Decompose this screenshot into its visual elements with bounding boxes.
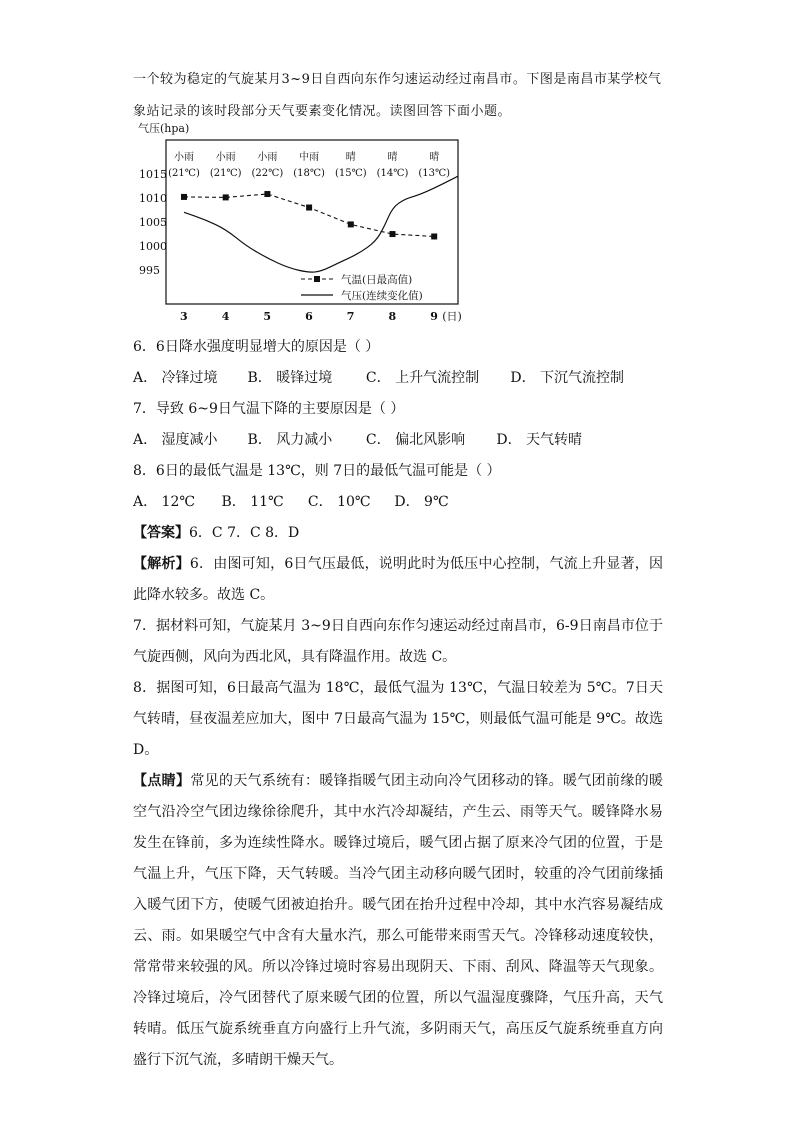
q6-option-b: B． 暖锋过境: [247, 370, 333, 386]
weather-label: 晴: [345, 152, 356, 163]
x-tick-label: 9: [430, 310, 438, 323]
y-tick-label: 1005: [139, 216, 167, 229]
analysis-7: 7．据材料可知，气旋某月 3~9日自西向东作匀速运动经过南昌市，6-9日南昌市位于气旋西侧，风向为西北风，具有降温作用。故选 C。: [133, 618, 663, 665]
x-tick-label: 6: [305, 310, 313, 323]
temperature-label: (22℃): [251, 168, 284, 179]
y-tick-label: 1010: [139, 191, 167, 205]
q6-option-d: D． 下沉气流控制: [510, 370, 625, 386]
answer-text: 6．C 7．C 8．D: [189, 525, 300, 541]
temperature-label: (13℃): [418, 168, 451, 179]
tip-label: 【点睛】: [133, 773, 191, 789]
question-7-stem: 7．导致 6~9日气温下降的主要原因是（ ）: [133, 401, 405, 417]
y-tick-label: 1000: [139, 240, 167, 254]
temperature-series-line: [184, 194, 434, 236]
temperature-point: [306, 205, 312, 211]
temperature-label: (15℃): [334, 168, 367, 179]
weather-label: 中雨: [299, 152, 320, 163]
weather-label: 小雨: [174, 152, 194, 163]
weather-label: 小雨: [257, 152, 278, 163]
analysis-6: 6．由图可知，6日气压最低，说明此时为低压中心控制，气流上升显著，因此降水较多。故选 C。: [133, 556, 664, 603]
y-axis-label: 气压(hpa): [138, 122, 190, 135]
q7-option-b: B． 风力减小: [247, 432, 333, 448]
question-6-options: [133, 368, 624, 388]
x-tick-label: 8: [388, 310, 397, 323]
intro-paragraph: 一个较为稳定的气旋某月3~9日自西向东作匀速运动经过南昌市。下图是南昌市某学校气象站记录的该时段部分天气要素变化情况。读图回答下面小题。: [133, 72, 662, 119]
x-tick-label: 4: [221, 310, 230, 323]
weather-chart: [136, 118, 476, 328]
temperature-point: [264, 191, 270, 197]
legend-pressure-label: 气压(连续变化值): [341, 290, 423, 302]
q7-option-d: D． 天气转晴: [496, 432, 583, 448]
question-7-options: [133, 430, 582, 450]
answer-line: [133, 523, 299, 543]
question-8-stem: 8．6日的最低气温是 13℃，则 7日的最低气温可能是（ ）: [133, 463, 501, 479]
x-tick-label: 7: [346, 310, 355, 323]
weather-label: 晴: [387, 152, 398, 163]
tip-text: 常见的天气系统有：暖锋指暖气团主动向冷气团移动的锋。暖气团前缘的暖空气沿冷空气团边缘徐徐爬升，其中水汽冷却凝结，产生云、雨等天气。暖锋降水易发生在锋前，多为连续性降水。暖锋过境后，暖气团占据了原来冷气团的位置，于是气温上升，气压下降，天气转暖。当冷气团主动移向暖气团时，较重的冷气团前缘插入暖气团下方，使暖气团被迫抬升。暖气团在抬升过程中冷却，其中水汽容易凝结成云、雨。如果暖空气中含有大量水汽，那么可能带来雨雪天气。冷锋移动速度较快，常常带来较强的风。所以冷锋过境时容易出现阴天、下雨、刮风、降温等天气现象。冷锋过境后，冷气团替代了原来暖气团的位置，所以气温湿度骤降，气压升高，天气转晴。低压气旋系统垂直方向盛行上升气流，多阴雨天气，高压反气旋系统垂直方向盛行下沉气流，多晴朗干燥天气。: [133, 773, 664, 1068]
temperature-point: [181, 194, 187, 200]
q7-option-c: C． 偏北风影响: [365, 432, 466, 448]
temperature-label: (21℃): [168, 168, 200, 179]
weather-label: 晴: [429, 152, 440, 163]
question-6-stem: 6．6日降水强度明显增大的原因是（ ）: [133, 339, 380, 355]
y-tick-label: 1015: [139, 167, 167, 181]
q7-option-a: A． 湿度减小: [133, 432, 218, 448]
pressure-series-line: [184, 176, 458, 272]
temperature-point: [431, 233, 437, 239]
q6-option-c: C． 上升气流控制: [365, 370, 480, 386]
temperature-label: (21℃): [209, 168, 242, 179]
temperature-point: [348, 221, 354, 227]
answer-label: 【答案】: [133, 525, 189, 541]
q8-option-a: A． 12℃: [133, 494, 196, 510]
temperature-label: (14℃): [376, 168, 409, 179]
temperature-label: (18℃): [293, 168, 325, 179]
q6-option-a: A． 冷锋过境: [133, 370, 218, 386]
q8-option-d: D． 9℃: [394, 494, 449, 510]
legend-temperature-label: 气温(日最高值): [341, 274, 413, 286]
x-axis-unit-label: (日): [442, 310, 462, 323]
analysis-block: [133, 549, 663, 1076]
weather-label: 小雨: [215, 152, 236, 163]
question-8-options: [133, 492, 449, 512]
x-tick-label: 5: [263, 310, 272, 323]
q8-option-c: C． 10℃: [307, 494, 371, 510]
weather-chart-svg: [136, 118, 476, 328]
analysis-8: 8．据图可知，6日最高气温为 18℃，最低气温为 13℃，气温日较差为 5℃。7日天气转晴，昼夜温差应加大，图中 7日最高气温为 15℃，则最低气温可能是 9℃。故选 D。: [133, 680, 663, 758]
q8-option-b: B． 11℃: [221, 494, 284, 510]
y-tick-label: 995: [139, 264, 160, 278]
legend-temperature-marker: [314, 276, 320, 282]
temperature-point: [390, 231, 396, 237]
temperature-point: [223, 194, 229, 200]
x-tick-label: 3: [180, 310, 188, 323]
analysis-label: 【解析】: [133, 556, 190, 572]
